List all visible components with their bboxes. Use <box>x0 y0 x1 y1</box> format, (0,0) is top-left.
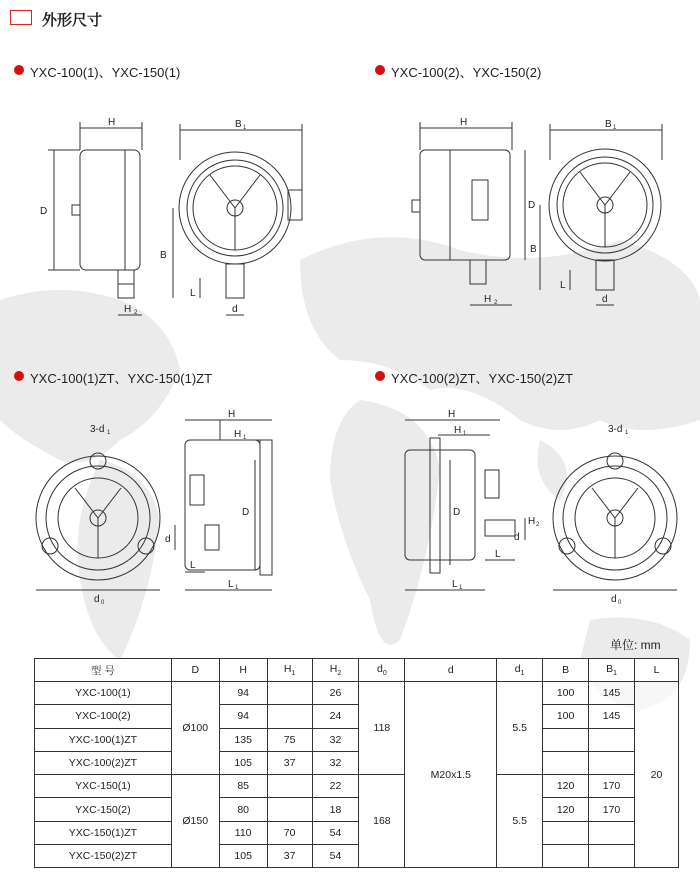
header-D: D <box>171 659 219 682</box>
table-row <box>35 751 679 774</box>
dim-L1: L <box>452 579 458 590</box>
cell-H1 <box>267 705 312 728</box>
dim-D: D <box>40 206 48 217</box>
section-label-3: YXC-100(1)ZT、YXC-150(1)ZT <box>30 371 213 386</box>
cell-B <box>543 751 589 774</box>
dim-sub: 2 <box>134 310 138 316</box>
table-row <box>35 845 679 868</box>
cell-B <box>543 728 589 751</box>
dim-H2: H <box>484 294 492 305</box>
dim-d1: 3-d <box>90 424 105 435</box>
table-header-row <box>35 659 679 682</box>
dim-d: d <box>165 534 171 545</box>
dim-sub: 2 <box>494 300 498 306</box>
title-marker-icon <box>10 10 32 25</box>
dim-sub: 0 <box>101 600 105 605</box>
header-d1: $d_1$ <box>497 659 543 682</box>
dim-H2: H <box>124 304 132 315</box>
bullet-icon <box>375 371 385 381</box>
cell-B1 <box>589 845 635 868</box>
dim-H1: H <box>234 429 242 440</box>
cell-B1 <box>589 821 635 844</box>
cell-H1 <box>267 798 312 821</box>
cell-H: 80 <box>219 798 267 821</box>
header-H1: $H_1$ <box>267 659 312 682</box>
cell-H: 85 <box>219 775 267 798</box>
page-title: 外形尺寸 <box>42 12 103 29</box>
cell-model: YXC-100(1) <box>35 682 172 705</box>
dim-sub: 1 <box>107 430 111 436</box>
cell-B: 120 <box>543 798 589 821</box>
dim-d0: d <box>611 594 617 605</box>
cell-H: 94 <box>219 705 267 728</box>
dim-D: D <box>453 507 461 518</box>
unit-label: 单位: mm <box>610 638 661 652</box>
cell-H: 105 <box>219 751 267 774</box>
cell-model: YXC-150(2) <box>35 798 172 821</box>
dim-L: L <box>190 288 196 299</box>
header-H: H <box>219 659 267 682</box>
cell-B1: 145 <box>589 705 635 728</box>
section-label-1: YXC-100(1)、YXC-150(1) <box>30 65 181 80</box>
cell-B1 <box>589 751 635 774</box>
cell-d1: 5.5 <box>497 775 543 868</box>
cell-B: 120 <box>543 775 589 798</box>
dim-H: H <box>108 117 116 128</box>
bullet-icon <box>14 65 24 75</box>
cell-model: YXC-150(1)ZT <box>35 821 172 844</box>
table-row <box>35 705 679 728</box>
cell-model: YXC-150(2)ZT <box>35 845 172 868</box>
dim-B: B <box>530 244 537 255</box>
section-label-2: YXC-100(2)、YXC-150(2) <box>391 65 542 80</box>
cell-H: 110 <box>219 821 267 844</box>
cell-H2: 26 <box>312 682 359 705</box>
dim-H2: H <box>528 516 536 527</box>
cell-B <box>543 845 589 868</box>
cell-H2: 54 <box>312 845 359 868</box>
header-d0: $d_0$ <box>359 659 405 682</box>
dim-B: B <box>160 250 167 261</box>
table-row <box>35 798 679 821</box>
dim-sub: 1 <box>243 435 247 441</box>
bullet-icon <box>375 65 385 75</box>
drawing-type-4 <box>390 400 690 605</box>
cell-model: YXC-100(2)ZT <box>35 751 172 774</box>
header-d: d <box>405 659 497 682</box>
dim-sub: 0 <box>618 600 622 605</box>
cell-B: 100 <box>543 705 589 728</box>
dim-d: d <box>602 294 608 305</box>
cell-B1: 170 <box>589 775 635 798</box>
cell-H1 <box>267 682 312 705</box>
dim-sub: 1 <box>459 585 463 591</box>
cell-H1: 37 <box>267 845 312 868</box>
cell-d1: 5.5 <box>497 682 543 775</box>
dim-B1: B <box>235 119 242 130</box>
table-row <box>35 682 679 705</box>
table-row <box>35 775 679 798</box>
drawing-type-3 <box>20 400 320 605</box>
dim-H: H <box>460 117 468 128</box>
header-L: L <box>634 659 678 682</box>
dim-sub: 1 <box>463 431 467 437</box>
dim-sub: 1 <box>625 430 629 436</box>
section-label-4: YXC-100(2)ZT、YXC-150(2)ZT <box>391 371 574 386</box>
cell-d0: 118 <box>359 682 405 775</box>
dim-H: H <box>228 409 236 420</box>
dim-sub: 2 <box>536 522 540 528</box>
cell-model: YXC-100(1)ZT <box>35 728 172 751</box>
cell-H: 94 <box>219 682 267 705</box>
dim-L: L <box>495 549 501 560</box>
dim-sub: 1 <box>243 125 247 131</box>
header-B1: $B_1$ <box>589 659 635 682</box>
dim-L1: L <box>228 579 234 590</box>
header-model: 型 号 <box>35 659 172 682</box>
cell-H2: 32 <box>312 751 359 774</box>
cell-H2: 54 <box>312 821 359 844</box>
header-H2: $H_2$ <box>312 659 359 682</box>
cell-H1: 70 <box>267 821 312 844</box>
dim-D: D <box>528 200 536 211</box>
cell-d: M20x1.5 <box>405 682 497 868</box>
cell-H1 <box>267 775 312 798</box>
cell-B1: 170 <box>589 798 635 821</box>
drawing-type-2 <box>400 110 690 325</box>
cell-H1: 37 <box>267 751 312 774</box>
cell-H: 135 <box>219 728 267 751</box>
cell-H: 105 <box>219 845 267 868</box>
table-row <box>35 821 679 844</box>
dim-sub: 1 <box>613 125 617 131</box>
cell-H1: 75 <box>267 728 312 751</box>
dim-d: d <box>232 304 238 315</box>
cell-B <box>543 821 589 844</box>
cell-D: Ø150 <box>171 775 219 868</box>
cell-H2: 18 <box>312 798 359 821</box>
bullet-icon <box>14 371 24 381</box>
dim-H1: H <box>454 425 462 436</box>
cell-D: Ø100 <box>171 682 219 775</box>
dim-d: d <box>514 532 520 543</box>
cell-model: YXC-150(1) <box>35 775 172 798</box>
drawing-type-1 <box>30 110 320 325</box>
dim-B1: B <box>605 119 612 130</box>
dim-L: L <box>560 280 566 291</box>
dim-d0: d <box>94 594 100 605</box>
dim-sub: 1 <box>235 585 239 591</box>
table-row <box>35 728 679 751</box>
cell-H2: 24 <box>312 705 359 728</box>
header-B: B <box>543 659 589 682</box>
cell-H2: 32 <box>312 728 359 751</box>
cell-H2: 22 <box>312 775 359 798</box>
cell-B: 100 <box>543 682 589 705</box>
cell-B1 <box>589 728 635 751</box>
dim-D: D <box>242 507 250 518</box>
cell-B1: 145 <box>589 682 635 705</box>
spec-table <box>34 658 679 868</box>
cell-L: 20 <box>634 682 678 868</box>
cell-d0: 168 <box>359 775 405 868</box>
cell-model: YXC-100(2) <box>35 705 172 728</box>
dim-H: H <box>448 409 456 420</box>
dim-d1: 3-d <box>608 424 623 435</box>
dim-L: L <box>190 560 196 571</box>
